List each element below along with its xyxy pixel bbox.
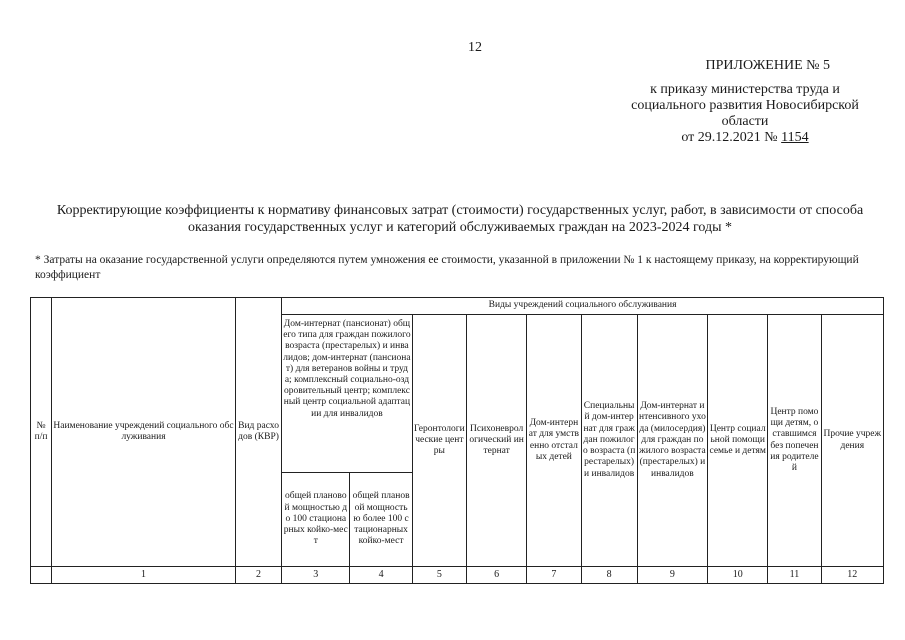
column-number-cell: 7	[527, 567, 581, 584]
header-general-home: Дом-интернат (пансионат) общего типа для граждан пожилого возраста (престарелых) и инвалидов; дом-интернат (пансионат) для ветеранов войны и труда; комплексный социально-оздоровительный центр; комплексный центр социальной адаптации для инвалидов	[282, 315, 413, 473]
appendix-line-1: к приказу министерства труда и	[650, 82, 840, 97]
header-capacity-over-100: общей плановой мощностью более 100 стационарных койко-мест	[350, 473, 412, 567]
column-number-cell	[31, 567, 52, 584]
header-orphans-center: Центр помощи детям, оставшимся без попечения родителей	[768, 315, 821, 567]
header-institution-types: Виды учреждений социального обслуживания	[282, 298, 884, 315]
column-number-cell: 2	[235, 567, 281, 584]
column-number-cell: 5	[412, 567, 466, 584]
column-number-cell: 4	[350, 567, 412, 584]
column-number-cell: 10	[708, 567, 768, 584]
appendix-line-3: области	[721, 114, 769, 129]
column-number-cell: 8	[581, 567, 637, 584]
header-psychoneurological: Психоневрологический интернат	[466, 315, 526, 567]
header-institution-name: Наименование учреждений социального обслуживания	[52, 298, 236, 567]
header-intensive-care-home: Дом-интернат интенсивного ухода (милосердия) для граждан пожилого возраста (престарелых) и инвалидов	[637, 315, 707, 567]
appendix-line-2: социального развития Новосибирской	[631, 98, 859, 113]
header-number: № п/п	[31, 298, 52, 567]
column-number-cell: 6	[466, 567, 526, 584]
header-expense-type: Вид расходов (КВР)	[235, 298, 281, 567]
appendix-date-line	[600, 130, 890, 146]
column-number-cell: 9	[637, 567, 707, 584]
header-children-home: Дом-интернат для умственно отсталых детей	[527, 315, 581, 567]
document-footnote: * Затраты на оказание государственной услуги определяются путем умножения ее стоимости, указанной в приложении № 1 к настоящему приказу, на корректирующий коэффициент	[35, 254, 859, 281]
header-family-center: Центр социальной помощи семье и детям	[708, 315, 768, 567]
appendix-order-number: 1154	[781, 130, 809, 145]
column-number-cell: 12	[821, 567, 883, 584]
column-number-cell: 3	[282, 567, 350, 584]
coefficients-table	[30, 297, 884, 584]
appendix-header	[600, 58, 890, 146]
column-number-cell: 11	[768, 567, 821, 584]
page-number: 12	[468, 40, 482, 55]
header-capacity-up-to-100: общей плановой мощностью до 100 стационарных койко-мест	[282, 473, 350, 567]
appendix-title: ПРИЛОЖЕНИЕ № 5	[705, 58, 830, 73]
table-row	[31, 567, 884, 584]
header-other: Прочие учреждения	[821, 315, 883, 567]
column-number-cell: 1	[52, 567, 236, 584]
document-title: Корректирующие коэффициенты к нормативу финансовых затрат (стоимости) государственных услуг, работ, в зависимости от способа оказания государственных услуг и категорий обслуживаемых граждан на 2023-2024 годы *	[56, 203, 864, 235]
header-gerontology-centers: Геронтологические центры	[412, 315, 466, 567]
header-special-home: Специальный дом-интернат для граждан пожилого возраста (престарелых) и инвалидов	[581, 315, 637, 567]
appendix-date: от 29.12.2021 №	[681, 130, 778, 145]
